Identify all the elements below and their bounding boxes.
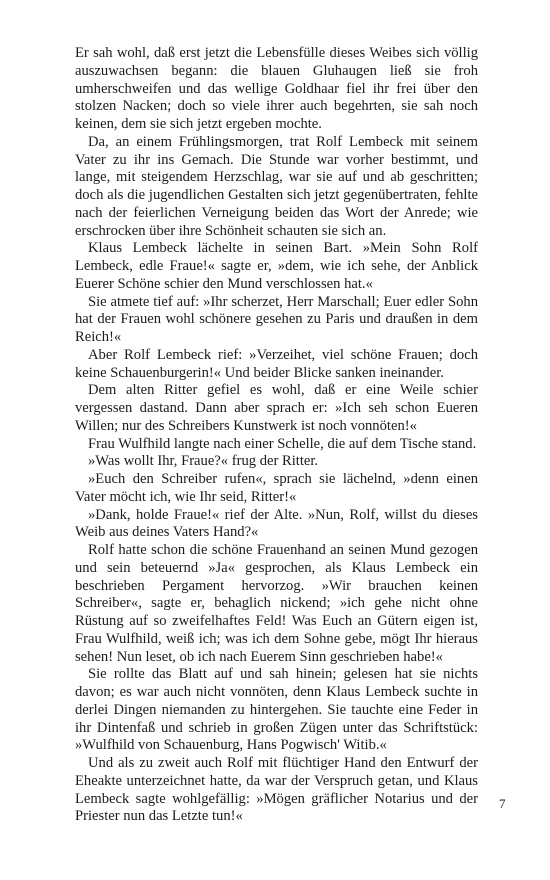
- page-body: [75, 45, 478, 826]
- paragraph: »Dank, holde Fraue!« rief der Alte. »Nun, Rolf, willst du dieses Weib aus deines Vaters Hand?«: [75, 506, 478, 541]
- paragraph: »Was wollt Ihr, Fraue?« frug der Ritter.: [88, 453, 319, 470]
- paragraph: Und als zu zweit auch Rolf mit flüchtiger Hand den Entwurf der Eheakte unterzeichnet hatte, da war der Verspruch getan, und Klaus Lembeck sagte wohlgefällig: »Mögen gräflicher Notarius und der Priester nun das Letzte tun!«: [75, 755, 478, 825]
- paragraph: Rolf hatte schon die schöne Frauenhand an seinen Mund gezogen und sein beteuernd »Ja« gesprochen, als Klaus Lembeck ein beschrieben Pergament hervorzog. »Wir brauchen keinen Schreiber«, sagte er, behaglich nickend; »ich gehe nicht ohne Rüstung auf so zweifelhaftes Feld! Was Euch an Gütern eigen ist, Frau Wulfhild, weiß ich; was ich dem Sohne gebe, mögt Ihr hieraus sehen! Nun leset, ob ich nach Euerem Sinn geschrieben habe!«: [75, 542, 478, 665]
- paragraph: Da, an einem Frühlingsmorgen, trat Rolf Lembeck mit seinem Vater zu ihr ins Gemach. Die Stunde war vorher bestimmt, und lange, mit steigendem Herzschlag, war sie auf und ab geschritten; doch als die jugendlichen Gestalten sich jetzt gegenübertraten, fehlte nach der feierlichen Verneigung beiden das Wort der Anrede; wie erschrocken über ihre Schönheit schauten sie sich an.: [75, 133, 478, 239]
- paragraph: Aber Rolf Lembeck rief: »Verzeihet, viel schöne Frauen; doch keine Schauenburgerin!« Und beider Blicke sanken ineinander.: [75, 346, 478, 381]
- page-number: 7: [499, 796, 506, 811]
- paragraph: Sie rollte das Blatt auf und sah hinein; gelesen hat sie nichts davon; es war auch nicht vonnöten, denn Klaus Lembeck suchte in derlei Dingen niemanden zu hintergehen. Sie tauchte eine Feder in ihr Dintenfaß und schrieb in großen Zügen unter das Schriftstück: »Wulfhild von Schauenburg, Hans Pogwisch' Witib.«: [75, 666, 478, 754]
- paragraph: Sie atmete tief auf: »Ihr scherzet, Herr Marschall; Euer edler Sohn hat der Frauen wohl schönere gesehen zu Paris und draußen in dem Reich!«: [75, 293, 478, 345]
- paragraph: Dem alten Ritter gefiel es wohl, daß er eine Weile schier vergessen dastand. Dann aber sprach er: »Ich seh schon Eueren Willen; nur des Schreibers Kunstwerk ist noch vonnöten!«: [75, 382, 478, 434]
- paragraph: Klaus Lembeck lächelte in seinen Bart. »Mein Sohn Rolf Lembeck, edle Fraue!« sagte er, »dem, wie ich sehe, der Anblick Euerer Schöne schier den Mund verschlossen hat.«: [75, 240, 478, 292]
- paragraph: Er sah wohl, daß erst jetzt die Lebensfülle dieses Weibes sich völlig auszuwachsen begann: die blauen Gluhaugen ließ sie froh umherschweifen und das wellige Goldhaar fiel ihr frei über den stolzen Nacken; doch so viele ihrer auch begehrten, sie sah noch keinen, dem sie sich jetzt ergeben mochte.: [75, 45, 478, 132]
- paragraph: »Euch den Schreiber rufen«, sprach sie lächelnd, »denn einen Vater möcht ich, wie Ihr seid, Ritter!«: [75, 471, 478, 505]
- paragraph: Frau Wulfhild langte nach einer Schelle, die auf dem Tische stand.: [88, 435, 477, 452]
